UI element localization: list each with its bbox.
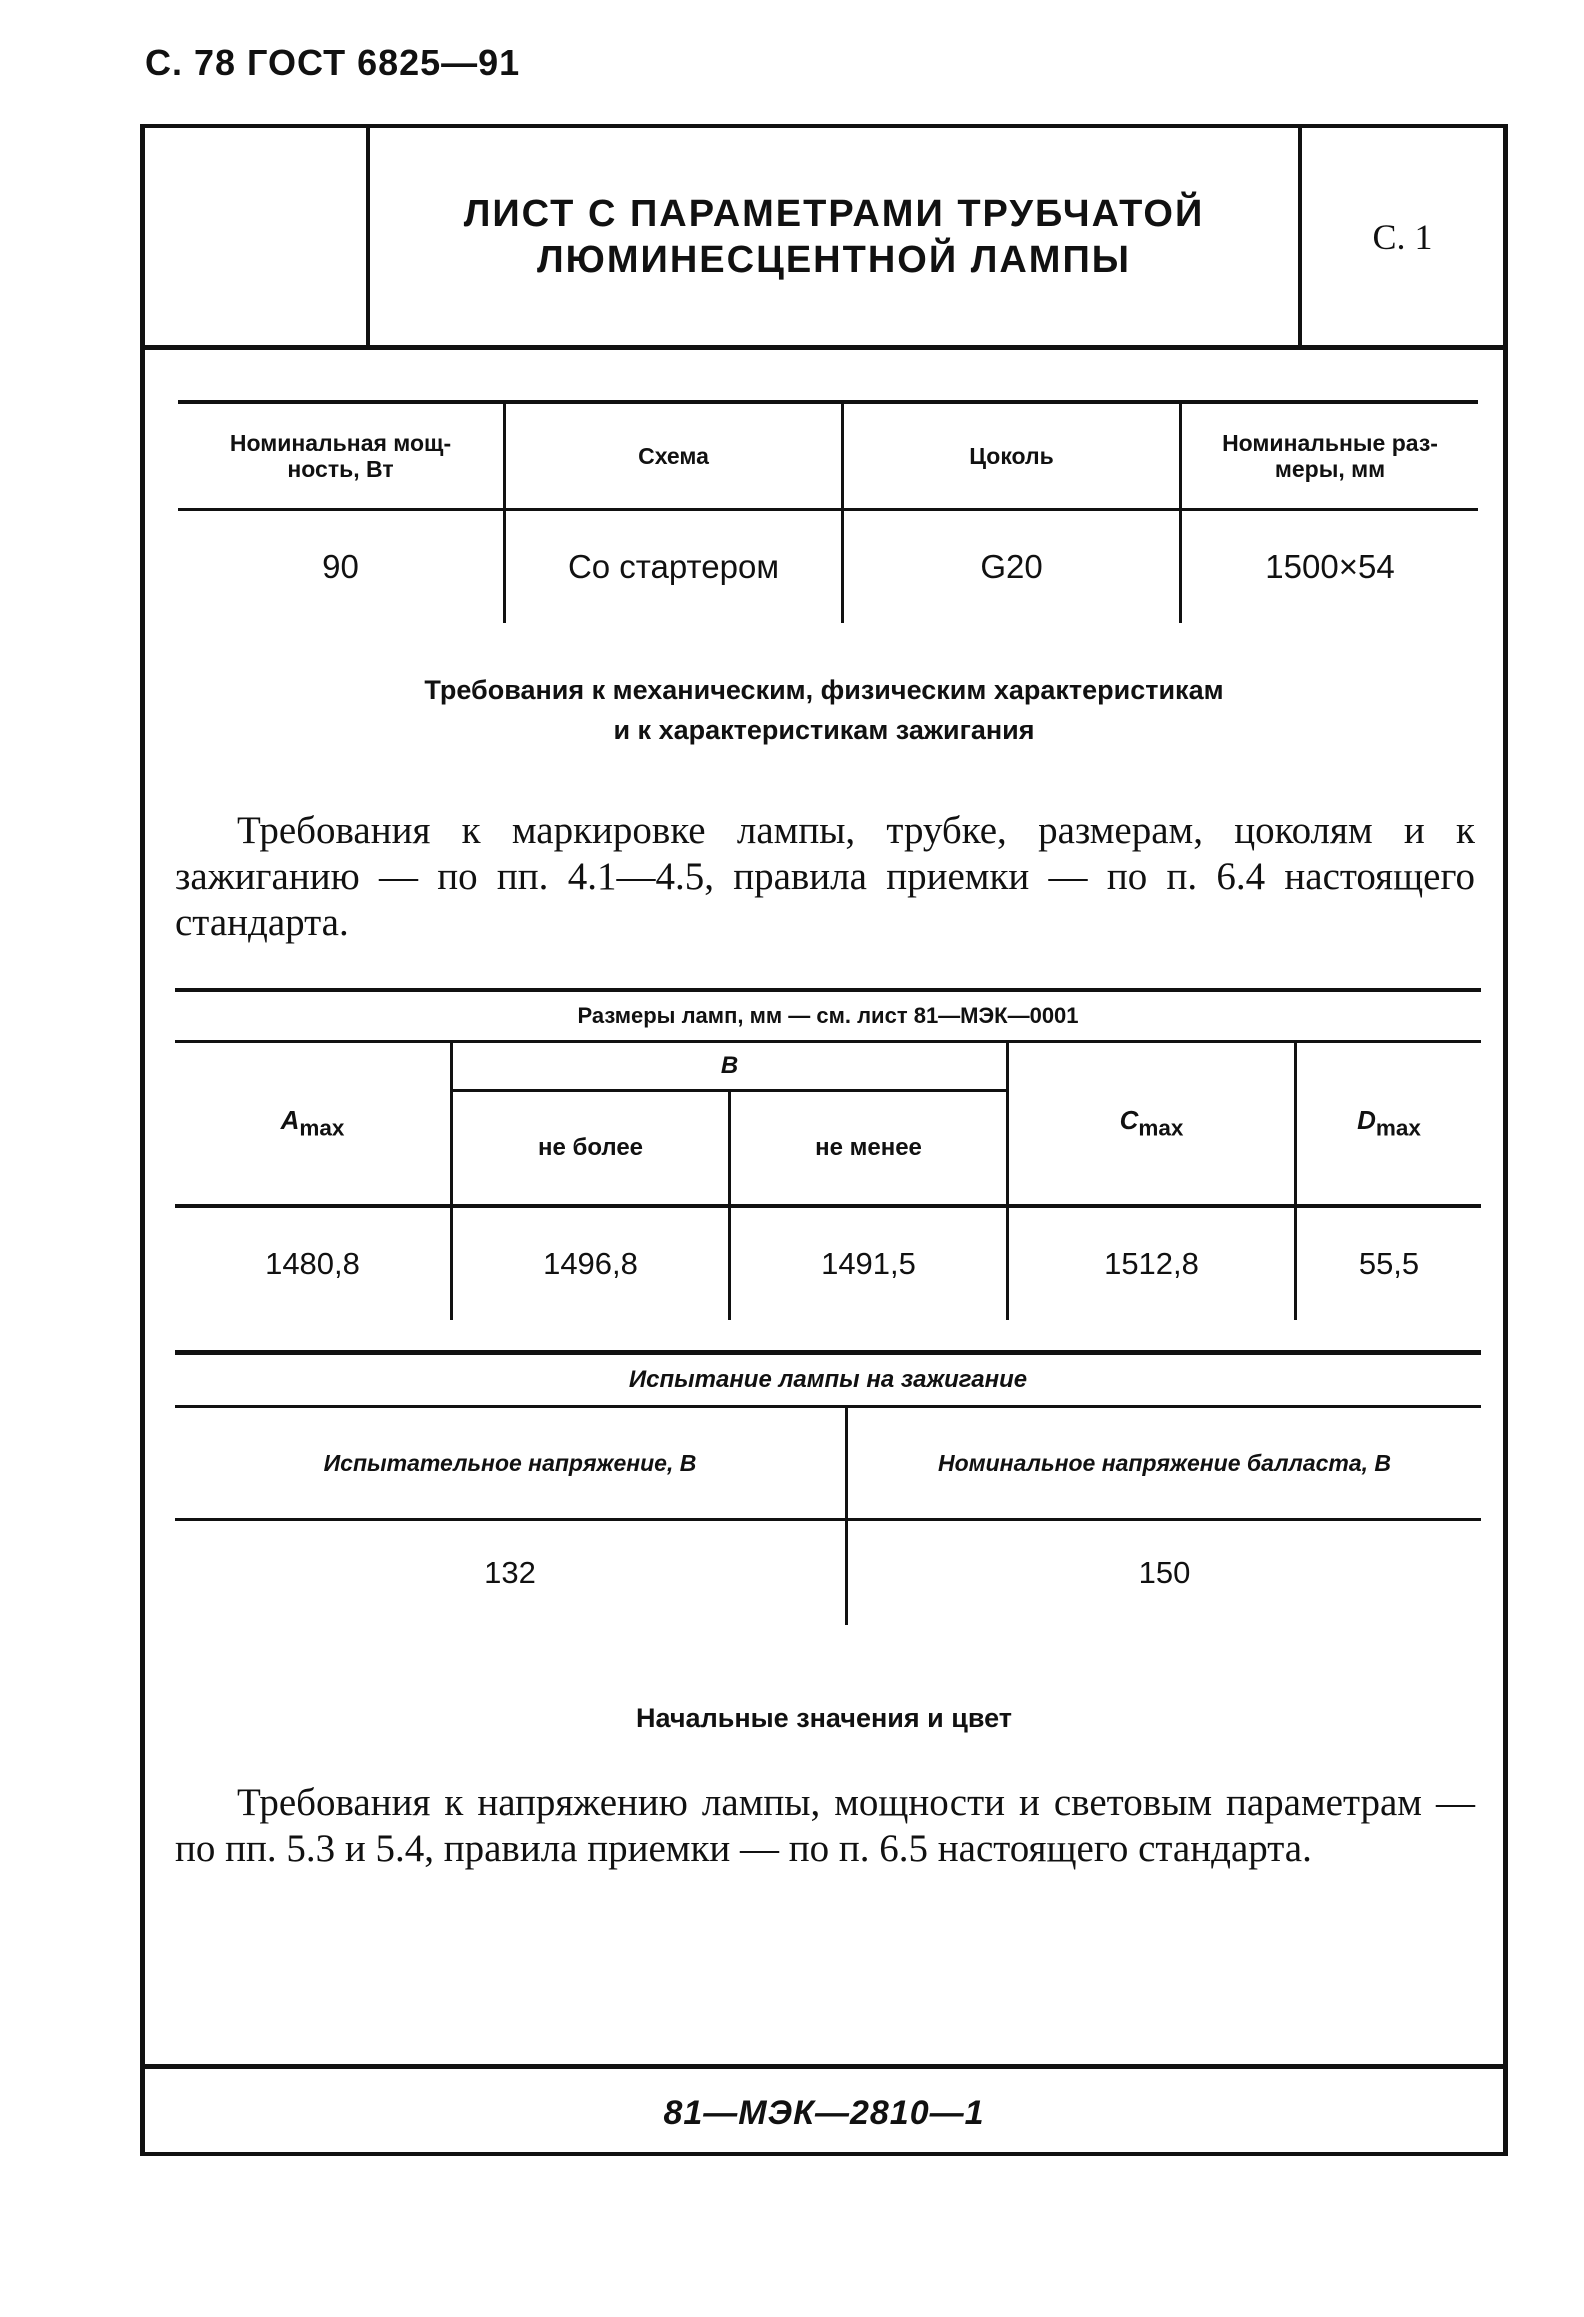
ignition-data-row bbox=[175, 1520, 1481, 1626]
ignition-header-row bbox=[175, 1407, 1481, 1520]
params-table bbox=[178, 400, 1478, 623]
dim-header-c bbox=[1008, 1042, 1296, 1207]
params-cell-base: G20 bbox=[843, 510, 1181, 624]
dim-header-c-letter: C bbox=[1119, 1105, 1139, 1136]
sheet-title-line1: ЛИСТ С ПАРАМЕТРАМИ ТРУБЧАТОЙ bbox=[463, 192, 1205, 235]
dim-header-d-sub: max bbox=[1375, 1115, 1421, 1141]
sheet-frame bbox=[140, 124, 1508, 2156]
sheet-title-block bbox=[145, 128, 1503, 350]
dimensions-caption: Размеры ламп, мм — см. лист 81—МЭК—0001 bbox=[175, 990, 1481, 1042]
dim-header-b-max: не более bbox=[452, 1091, 730, 1207]
footer-sheet-code: 81—МЭК—2810—1 bbox=[663, 2094, 985, 2132]
params-header-power-l2: ность, Вт bbox=[287, 456, 394, 482]
params-data-row bbox=[178, 510, 1478, 624]
params-cell-dimensions: 1500×54 bbox=[1181, 510, 1479, 624]
ignition-caption: Испытание лампы на зажигание bbox=[175, 1353, 1481, 1407]
dim-header-b: B bbox=[452, 1042, 1008, 1091]
dim-header-b-min: не менее bbox=[730, 1091, 1008, 1207]
params-cell-scheme: Со стартером bbox=[505, 510, 843, 624]
params-header-dimensions bbox=[1181, 402, 1479, 510]
page-header: С. 78 ГОСТ 6825—91 bbox=[145, 42, 521, 83]
dim-cell-b-max: 1496,8 bbox=[452, 1206, 730, 1320]
sheet-page-label: С. 1 bbox=[1372, 216, 1433, 257]
ignition-table bbox=[175, 1350, 1481, 1625]
footer-divider bbox=[145, 2064, 1503, 2069]
dimensions-caption-row bbox=[175, 990, 1481, 1042]
section1-title bbox=[145, 670, 1503, 750]
dimensions-data-row bbox=[175, 1206, 1481, 1320]
params-header-dim-l1: Номинальные раз- bbox=[1222, 430, 1438, 456]
dim-cell-c: 1512,8 bbox=[1008, 1206, 1296, 1320]
dimensions-header-row1 bbox=[175, 1042, 1481, 1091]
params-header-dim-l2: меры, мм bbox=[1274, 456, 1386, 482]
params-header-power-l1: Номинальная мощ- bbox=[229, 430, 452, 456]
section1-text: Требования к маркировке лампы, трубке, размерам, цоколям и к зажиганию — по пп. 4.1—4.5, правила приемки — по п. 6.4 настоящего стандарта. bbox=[175, 809, 1475, 944]
section1-title-line1: Требования к механическим, физическим характеристикам bbox=[424, 675, 1224, 705]
dim-cell-a: 1480,8 bbox=[265, 1246, 360, 1281]
ignition-caption-row bbox=[175, 1353, 1481, 1407]
ignition-cell-test-voltage: 132 bbox=[484, 1555, 536, 1590]
ignition-header-test-voltage: Испытательное напряжение, В bbox=[175, 1407, 847, 1520]
params-header-row bbox=[178, 402, 1478, 510]
params-header-base: Цоколь bbox=[843, 402, 1181, 510]
dim-cell-d: 55,5 bbox=[1296, 1206, 1482, 1320]
ignition-cell-ballast-voltage: 150 bbox=[847, 1520, 1482, 1626]
sheet-title-line2: ЛЮМИНЕСЦЕНТНОЙ ЛАМПЫ bbox=[537, 238, 1131, 281]
dimensions-table bbox=[175, 988, 1481, 1320]
ignition-header-ballast-voltage: Номинальное напряжение балласта, В bbox=[847, 1407, 1482, 1520]
dim-header-a-letter: A bbox=[280, 1105, 300, 1136]
dim-header-c-sub: max bbox=[1138, 1115, 1184, 1141]
dim-header-d bbox=[1296, 1042, 1482, 1207]
params-cell-power: 90 bbox=[322, 548, 359, 585]
dim-header-a bbox=[175, 1042, 452, 1207]
title-center-cell bbox=[370, 128, 1302, 345]
section2-title: Начальные значения и цвет bbox=[636, 1703, 1012, 1733]
dim-header-a-sub: max bbox=[299, 1115, 345, 1141]
section1-title-line2: и к характеристикам зажигания bbox=[613, 715, 1035, 745]
section2-text: Требования к напряжению лампы, мощности и световым параметрам — по пп. 5.3 и 5.4, правила приемки — по п. 6.5 настоящего стандарта. bbox=[175, 1781, 1475, 1870]
title-left-cell bbox=[145, 128, 370, 345]
dim-header-d-letter: D bbox=[1357, 1105, 1376, 1136]
params-header-power bbox=[178, 402, 505, 510]
dim-cell-b-min: 1491,5 bbox=[730, 1206, 1008, 1320]
params-header-scheme: Схема bbox=[505, 402, 843, 510]
